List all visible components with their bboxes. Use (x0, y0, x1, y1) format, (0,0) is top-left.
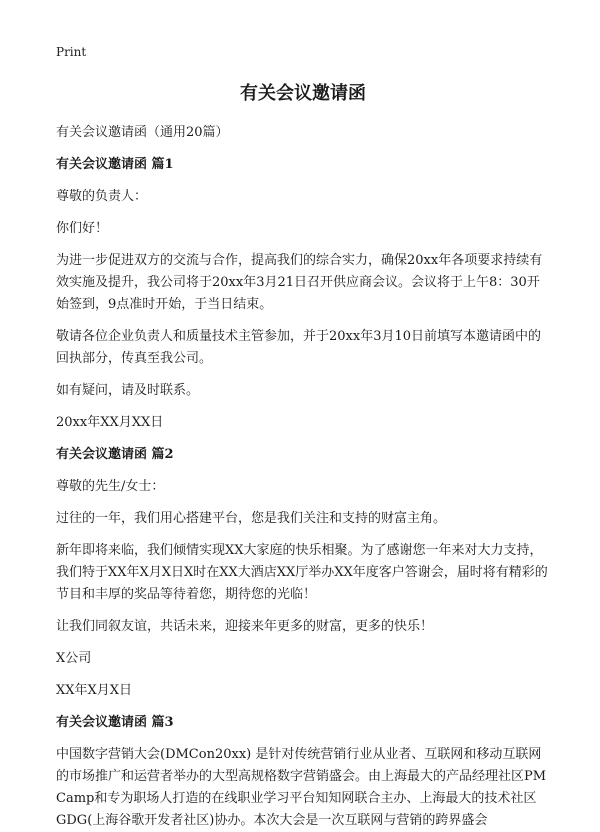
body-paragraph: 中国数字营销大会(DMCon20xx) 是针对传统营销行业从业者、互联网和移动互联网的市场推广和运营者举办的大型高规格数字营销盛会。由上海最大的产品经理社区PM Camp和专为职场人打造的在线职业学习平台知知网联合主办、上海最大的技术社区GDG(上海谷歌开发者社区)协办。本次大会是一次互联网与营销的跨界盛会 (56, 747, 547, 828)
section-heading: 有关会议邀请函 篇3 (56, 715, 174, 730)
body-paragraph: 新年即将来临，我们倾情实现XX大家庭的快乐相聚。为了感谢您一年来对大力支持，我们特于XX年X月X日X时在XX大酒店XX厅举办XX年度客户答谢会，届时将有精彩的节目和丰厚的奖品等待着您，期待您的光临！ (56, 543, 548, 602)
date-line: 20xx年XX月XX日 (56, 415, 164, 430)
body-paragraph: 让我们同叙友谊，共话未来，迎接来年更多的财富，更多的快乐！ (56, 619, 434, 634)
greeting: 你们好！ (56, 221, 109, 236)
salutation: 尊敬的先生/女士： (56, 479, 165, 494)
section-heading: 有关会议邀请函 篇1 (56, 157, 174, 172)
body-paragraph: 过往的一年，我们用心搭建平台，您是我们关注和支持的财富主角。 (56, 511, 447, 526)
salutation: 尊敬的负责人： (56, 189, 148, 204)
date-line: XX年X月X日 (56, 683, 133, 698)
document-title: 有关会议邀请函 (240, 83, 366, 104)
signature-line: X公司 (56, 651, 92, 666)
body-paragraph: 为进一步促进双方的交流与合作，提高我们的综合实力，确保20xx年各项要求持续有效实施及提升，我公司将于20xx年3月21日召开供应商会议。会议将于上午8：30开始签到，9点准时开始，于当日结束。 (56, 253, 543, 312)
document-subtitle: 有关会议邀请函（通用20篇） (56, 125, 229, 140)
section-heading: 有关会议邀请函 篇2 (56, 447, 174, 462)
body-paragraph: 如有疑问，请及时联系。 (56, 383, 200, 398)
print-link[interactable]: Print (56, 45, 87, 59)
body-paragraph: 敬请各位企业负责人和质量技术主管参加，并于20xx年3月10日前填写本邀请函中的回执部分，传真至我公司。 (56, 329, 542, 366)
